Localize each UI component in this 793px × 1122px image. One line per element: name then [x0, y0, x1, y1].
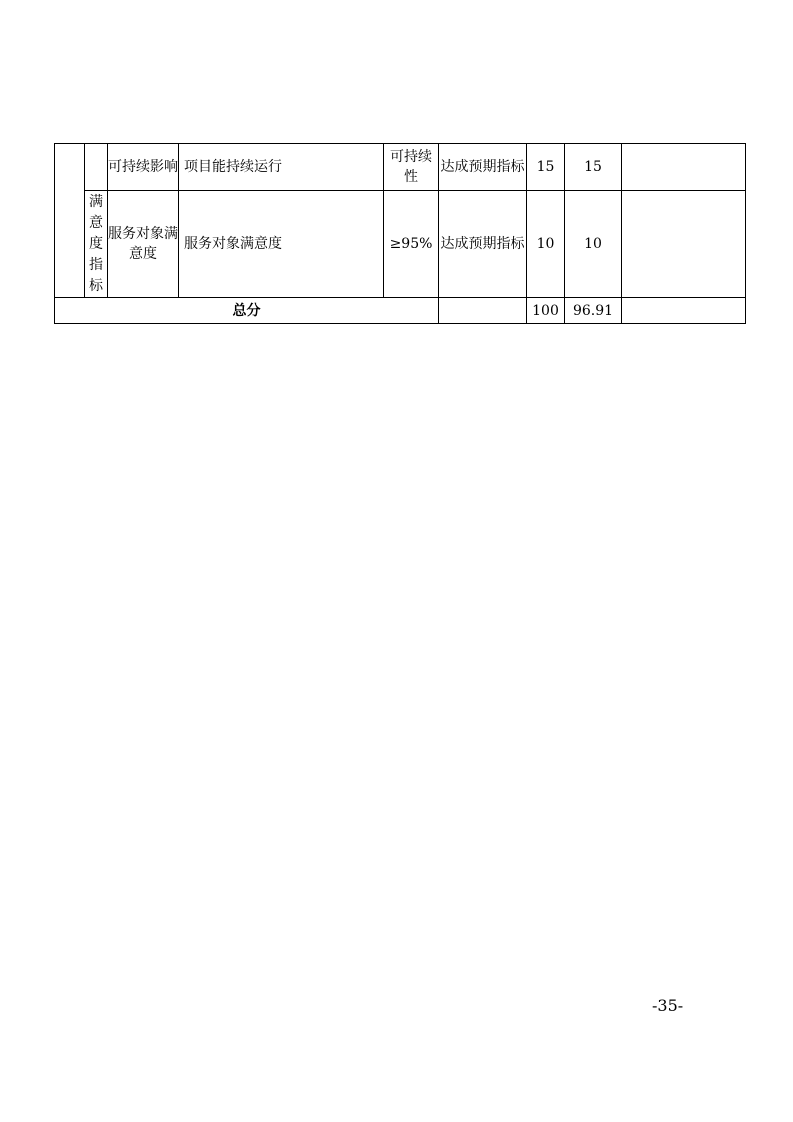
total-completion-cell: [439, 298, 527, 324]
level1-category-cell: [55, 144, 85, 298]
remark-cell: [622, 191, 746, 298]
performance-table: [54, 143, 746, 324]
category-char: 标: [89, 277, 103, 294]
weight-cell: 15: [527, 144, 565, 191]
total-row: [55, 298, 746, 324]
score-cell: 15: [565, 144, 622, 191]
total-remark-cell: [622, 298, 746, 324]
indicator-cell: 服务对象满意度: [179, 191, 384, 298]
table-row: [55, 191, 746, 298]
target-cell: 可持续性: [384, 144, 439, 191]
category-char: 意: [89, 214, 103, 231]
table-row: [55, 144, 746, 191]
category-char: 满: [89, 193, 103, 210]
weight-cell: 10: [527, 191, 565, 298]
total-score-cell: 96.91: [565, 298, 622, 324]
remark-cell: [622, 144, 746, 191]
total-label: 总分: [55, 298, 439, 324]
sub-category-cell: 服务对象满意度: [108, 191, 179, 298]
completion-cell: 达成预期指标: [439, 191, 527, 298]
indicator-cell: 项目能持续运行: [179, 144, 384, 191]
category-char: 度: [89, 235, 103, 252]
category-char: 指: [89, 256, 103, 273]
score-cell: 10: [565, 191, 622, 298]
target-cell: ≥95%: [384, 191, 439, 298]
completion-cell: 达成预期指标: [439, 144, 527, 191]
page-number: -35-: [652, 996, 684, 1015]
level2-category-cell: [85, 191, 108, 298]
level2-category-cell: [85, 144, 108, 191]
sub-category-cell: 可持续影响: [108, 144, 179, 191]
total-weight-cell: 100: [527, 298, 565, 324]
